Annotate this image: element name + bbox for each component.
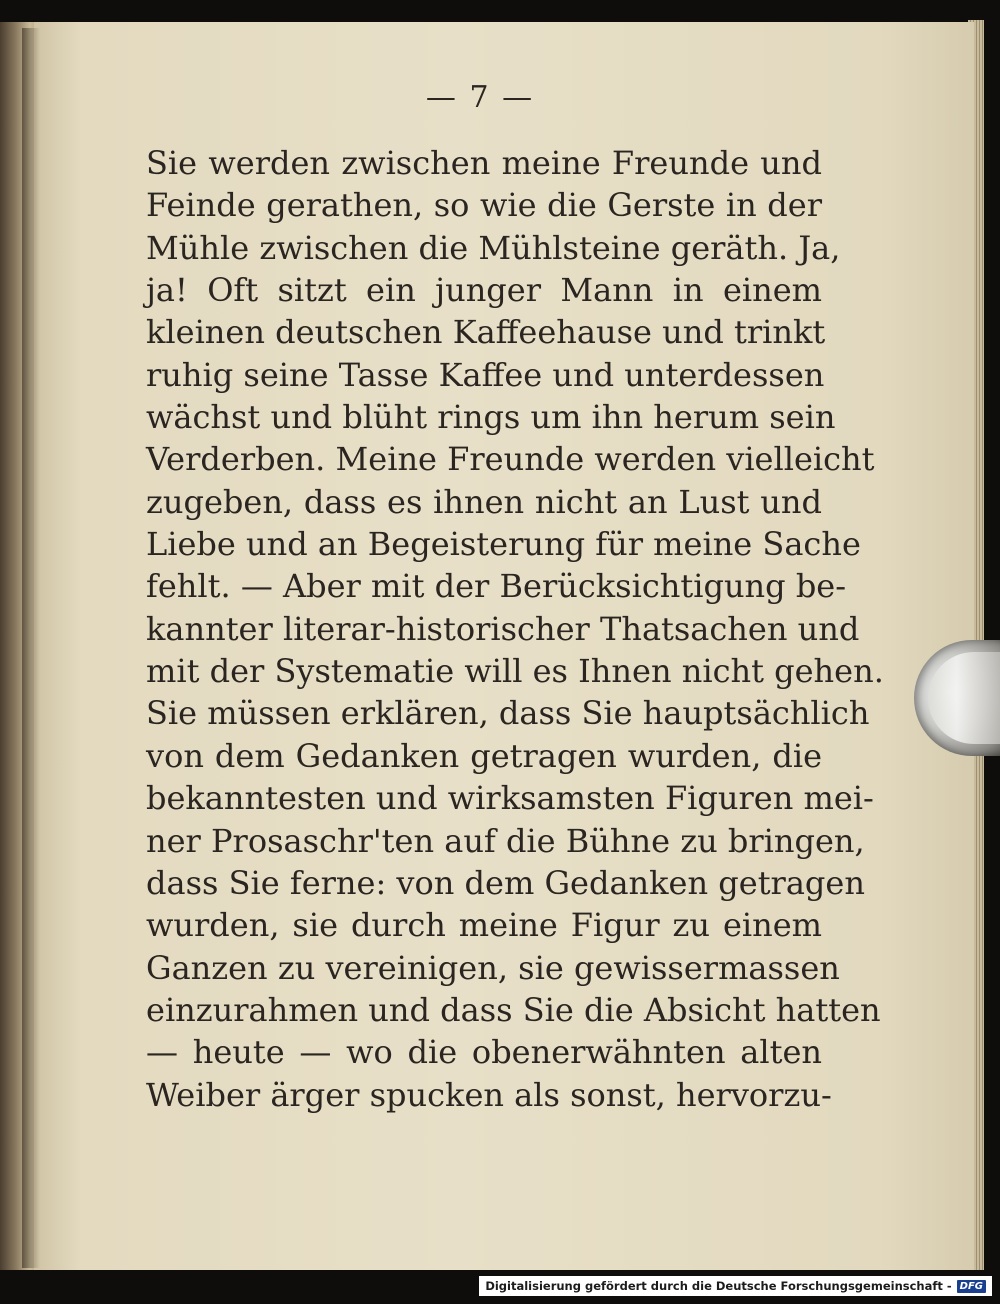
text-line: Liebe und an Begeisterung für meine Sache [146,525,861,564]
text-line: Weiber ärger spucken als sonst, hervorzu- [146,1075,832,1114]
text-line: zugeben, dass es ihnen nicht an Lust und [146,482,822,521]
text-line: ruhig seine Tasse Kaffee und unterdessen [146,355,825,394]
text-line: von dem Gedanken getragen wurden, die [146,736,822,775]
dfg-logo-icon: DFG [957,1280,986,1293]
text-line: Mühle zwischen die Mühlsteine geräth. Ja, [146,228,841,267]
footer-text: Digitalisierung gefördert durch die Deutsche Forschungsgemeinschaft - [485,1279,952,1293]
text-line: mit der Systematie will es Ihnen nicht gehen. [146,652,884,691]
digitization-footer [479,1276,992,1296]
page-number: — 7 — [425,80,535,115]
text-line: ner Prosaschr'ten auf die Bühne zu bringen, [146,821,865,860]
text-line: fehlt. — Aber mit der Berücksichtigung be- [146,567,847,606]
text-line: dass Sie ferne: von dem Gedanken getragen [146,863,865,902]
text-line: einzurahmen und dass Sie die Absicht hatten [146,990,881,1029]
binding-shadow [22,28,40,1268]
body-text [146,142,884,1116]
text-line: ja! Oft sitzt ein junger Mann in einem [146,271,822,310]
text-line: — heute — wo die obenerwähnten alten [146,1033,822,1072]
text-line: Sie müssen erklären, dass Sie hauptsächlich [146,694,870,733]
text-line: kleinen deutschen Kaffeehause und trinkt [146,313,826,352]
text-line: wurden, sie durch meine Figur zu einem [146,906,822,945]
text-line: Ganzen zu vereinigen, sie gewissermassen [146,948,840,987]
text-line: wächst und blüht rings um ihn herum sein [146,398,836,437]
text-line: bekanntesten und wirksamsten Figuren mei- [146,779,874,818]
text-line: Verderben. Meine Freunde werden vielleicht [146,440,875,479]
text-line: Sie werden zwischen meine Freunde und [146,144,822,182]
text-line: kannter literar-historischer Thatsachen und [146,609,860,648]
text-line: Feinde gerathen, so wie die Gerste in der [146,186,822,225]
